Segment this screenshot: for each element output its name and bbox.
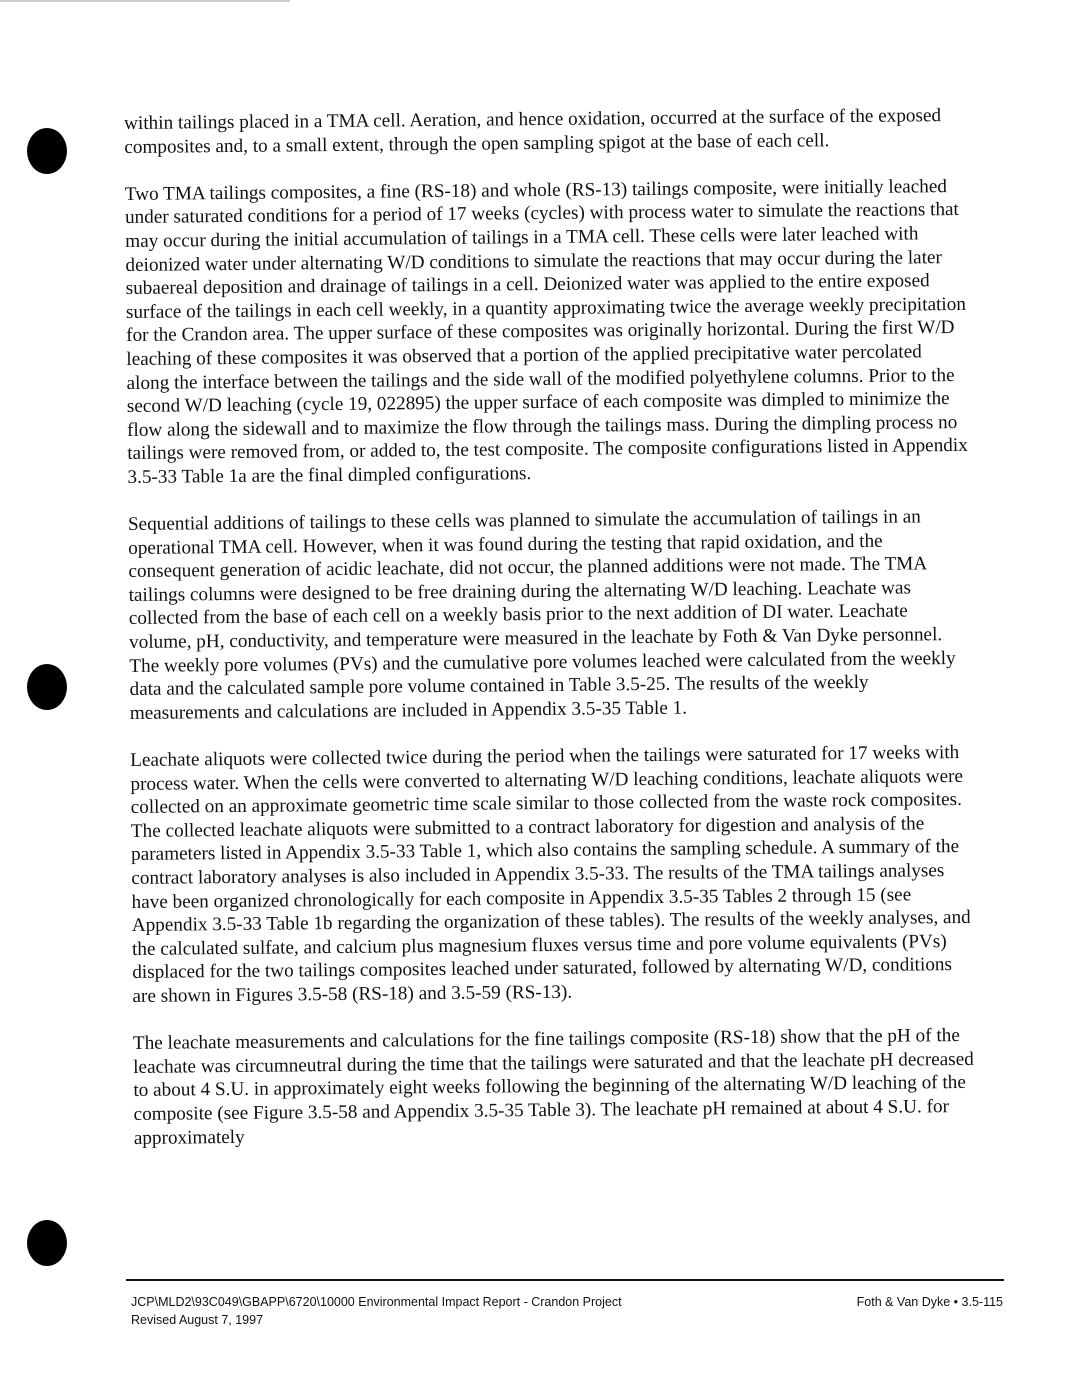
binder-punch-hole: [27, 664, 67, 710]
paragraph-leachate-aliquots: Leachate aliquots were collected twice during the period when the tailings were saturated for 17 weeks with process water. When the cells were converted to alternating W/D leaching conditions, leachate aliquots were collected on an approximate geometric time scale similar to those collected from the waste rock composites. The collected leachate aliquots were submitted to a contract laboratory for digestion and analysis of the parameters listed in Appendix 3.5-33 Table 1, which also contains the sampling schedule. A summary of the contract laboratory analyses is also included in Appendix 3.5-33. The results of the TMA tailings analyses have been organized chronologically for each composite in Appendix 3.5-35 Tables 2 through 15 (see Appendix 3.5-33 Table 1b regarding the organization of these tables). The results of the weekly analyses, and the calculated sulfate, and calcium plus magnesium fluxes versus time and pore volume equivalents (PVs) displaced for the two tailings composites leached under saturated, followed by alternating W/D, conditions are shown in Figures 3.5-58 (RS-18) and 3.5-59 (RS-13).: [130, 742, 971, 1007]
footer-company-page: Foth & Van Dyke • 3.5-115: [856, 1295, 1003, 1309]
footer-divider: [126, 1279, 1004, 1281]
paragraph-continuation: within tailings placed in a TMA cell. Aeration, and hence oxidation, occurred at the surface of the exposed composites and, to a small extent, through the open sampling spigot at the base of each cell.: [124, 105, 942, 158]
paragraph-sequential-additions: Sequential additions of tailings to these cells was planned to simulate the accumulation of tailings in an operational TMA cell. However, when it was found during the testing that rapid oxidation, and the consequent generation of acidic leachate, did not occur, the planned additions were not made. The TMA tailings columns were designed to be free draining during the alternating W/D leaching. Leachate was collected from the base of each cell on a weekly basis prior to the next addition of DI water. Leachate volume, pH, conductivity, and temperature were measured in the leachate by Foth & Van Dyke personnel. The weekly pore volumes (PVs) and the cumulative pore volumes leached were calculated from the weekly data and the calculated sample pore volume contained in Table 3.5-25. The results of the weekly measurements and calculations are included in Appendix 3.5-35 Table 1.: [127, 506, 956, 724]
footer-file-path: JCP\MLD2\93C049\GBAPP\6720\10000: [131, 1295, 355, 1309]
binder-punch-hole: [27, 128, 67, 174]
binder-punch-hole: [27, 1220, 67, 1266]
footer-left-block: [131, 1293, 751, 1329]
paragraph-fine-tailings-results: The leachate measurements and calculations for the fine tailings composite (RS-18) show that the pH of the leachate was circumneutral during the time that the tailings were saturated and that the leachate pH decreased to about 4 S.U. in approximately eight weeks following the beginning of the alternating W/D leaching of the composite (see Figure 3.5-58 and Appendix 3.5-35 Table 3). The leachate pH remained at about 4 S.U. for approximately: [132, 1025, 974, 1149]
paragraph-tma-composites: Two TMA tailings composites, a fine (RS-18) and whole (RS-13) tailings composite, were initially leached under saturated conditions for a period of 17 weeks (cycles) with process water to simulate the reactions that may occur during the initial accumulation of tailings in a TMA cell. These cells were later leached with deionized water under alternating W/D conditions to simulate the reactions that may occur during the later subaereal deposition and drainage of tailings in a cell. Deionized water was applied to the entire exposed surface of the tailings in each cell weekly, in a quantity approximating twice the average weekly precipitation for the Crandon area. The upper surface of these composites was originally horizontal. During the first W/D leaching of these composites it was observed that a portion of the applied precipitative water percolated along the interface between the tailings and the side wall of the modified polyethylene columns. Prior to the second W/D leaching (cycle 19, 022895) the upper surface of each composite was dimpled to minimize the flow along the sidewall and to maximize the flow through the tailings mass. During the dimpling process no tailings were removed from, or added to, the test composite. The composite configurations listed in Appendix 3.5-33 Table 1a are the final dimpled configurations.: [124, 175, 968, 488]
footer-revised-date: Revised August 7, 1997: [131, 1313, 264, 1327]
footer-report-title: Environmental Impact Report - Crandon Project: [358, 1295, 622, 1309]
document-body: [124, 104, 976, 1150]
footer-file-line: [131, 1293, 751, 1311]
scan-edge-line: [0, 0, 290, 2]
